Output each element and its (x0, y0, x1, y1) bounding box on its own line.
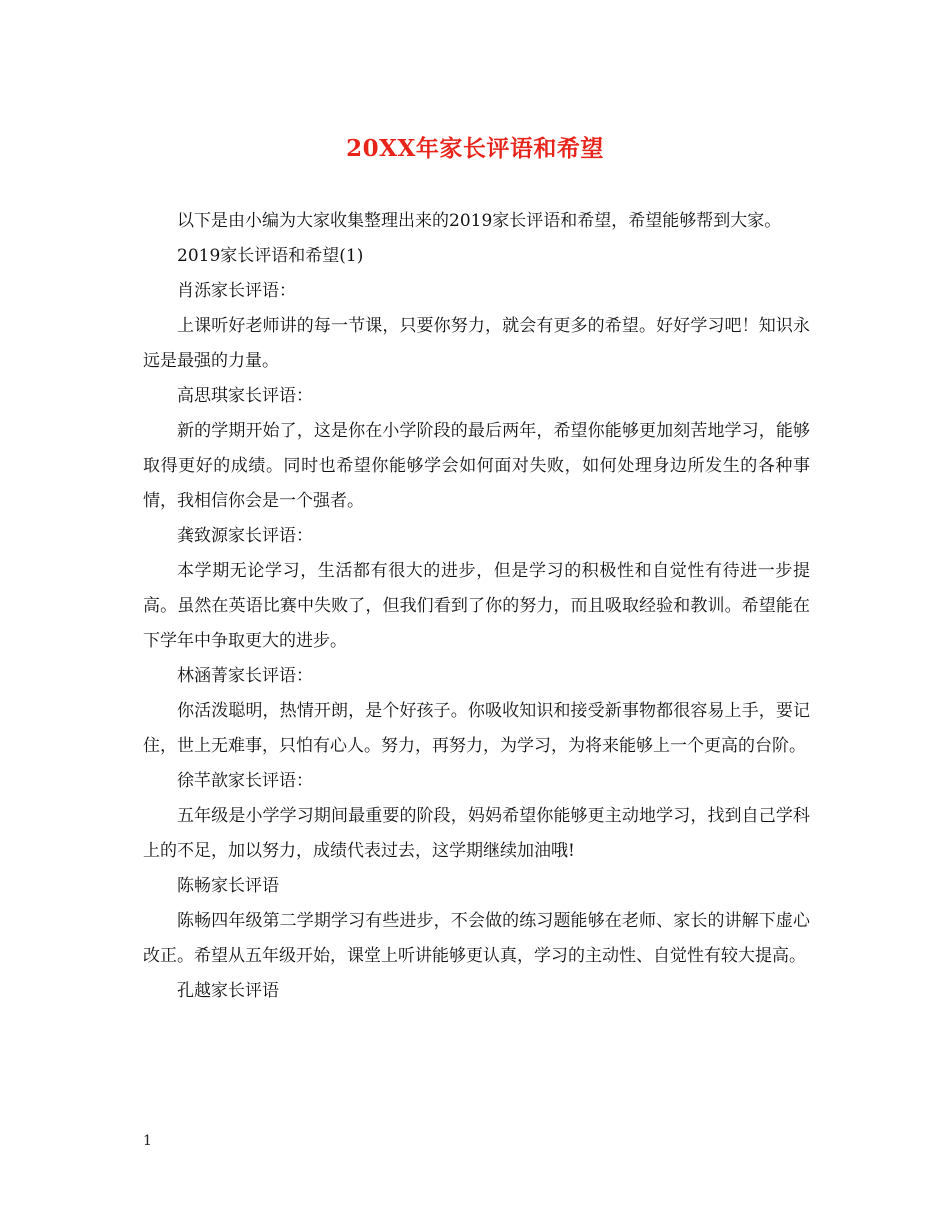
comment-heading: 龚致源家长评语： (177, 526, 313, 546)
intro-paragraph: 以下是由小编为大家收集整理出来的2019家长评语和希望，希望能够帮到大家。 (177, 211, 782, 231)
comment-paragraph: 五年级是小学学习期间最重要的阶段，妈妈希望你能够更主动地学习，找到自己学科上的不足，加以努力，成绩代表过去，这学期继续加油哦! (143, 806, 810, 861)
section-heading: 2019家长评语和希望(1) (177, 246, 364, 266)
comment-heading: 肖泺家长评语： (177, 281, 296, 301)
comment-paragraph: 你活泼聪明，热情开朗，是个好孩子。你吸收知识和接受新事物都很容易上手，要记住，世上无难事，只怕有心人。努力，再努力，为学习，为将来能够上一个更高的台阶。 (143, 701, 810, 756)
comment-paragraph: 上课听好老师讲的每一节课，只要你努力，就会有更多的希望。好好学习吧！知识永远是最强的力量。 (143, 316, 810, 371)
comment-heading: 高思琪家长评语： (177, 386, 313, 406)
comment-paragraph: 本学期无论学习，生活都有很大的进步，但是学习的积极性和自觉性有待进一步提高。虽然在英语比赛中失败了，但我们看到了你的努力，而且吸取经验和教训。希望能在下学年中争取更大的进步。 (143, 561, 810, 651)
page-number: 1 (143, 1133, 152, 1149)
document-body (143, 204, 810, 1009)
comment-heading: 孔越家长评语 (177, 981, 279, 1001)
document-title: 20XX年家长评语和希望 (346, 135, 604, 162)
comment-heading: 徐芊歆家长评语： (177, 771, 313, 791)
comment-heading: 陈畅家长评语 (177, 876, 279, 896)
comment-paragraph: 陈畅四年级第二学期学习有些进步，不会做的练习题能够在老师、家长的讲解下虚心改正。希望从五年级开始，课堂上听讲能够更认真，学习的主动性、自觉性有较大提高。 (143, 911, 810, 966)
comment-heading: 林涵菁家长评语： (177, 666, 313, 686)
comment-paragraph: 新的学期开始了，这是你在小学阶段的最后两年，希望你能够更加刻苦地学习，能够取得更好的成绩。同时也希望你能够学会如何面对失败，如何处理身边所发生的各种事情，我相信你会是一个强者。 (143, 421, 810, 511)
